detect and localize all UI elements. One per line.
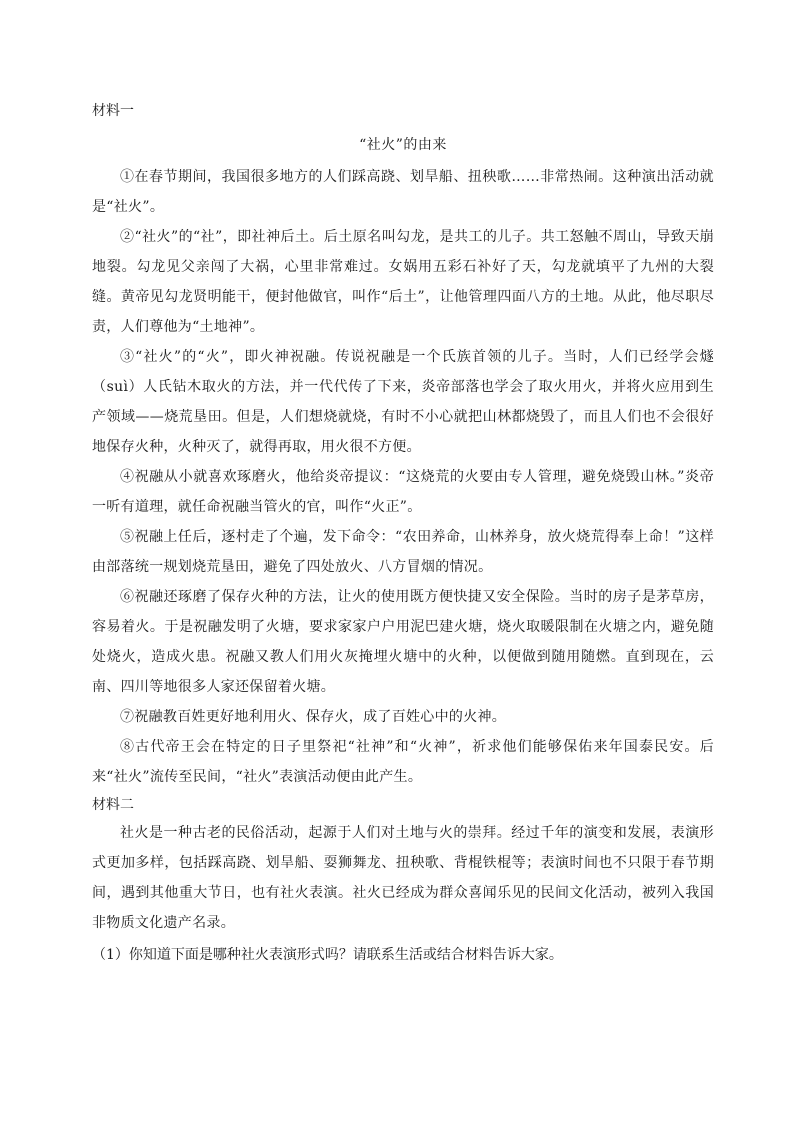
paragraph-4: ④祝融从小就喜欢琢磨火，他给炎帝提议：“这烧荒的火要由专人管理，避免烧毁山林。”炎帝一听有道理，就任命祝融当管火的官，叫作“火正”。 bbox=[92, 469, 714, 515]
material1-label: 材料一 bbox=[92, 103, 134, 119]
material2-label: 材料二 bbox=[92, 797, 134, 813]
paragraph-6: ⑥祝融还琢磨了保存火种的方法，让火的使用既方便快捷又安全保险。当时的房子是茅草房，容易着火。于是祝融发明了火塘，要求家家户户用泥巴建火塘，烧火取暖限制在火塘之内，避免随处烧火，造成火患。祝融又教人们用火灰掩埋火塘中的火种，以便做到随用随燃。直到现在，云南、四川等地很多人家还保留着火塘。 bbox=[92, 589, 714, 695]
question-1: （1）你知道下面是哪种社火表演形式吗？请联系生活或结合材料告诉大家。 bbox=[92, 947, 563, 963]
paragraph-2: ②“社火”的“社”，即社神后土。后土原名叫勾龙，是共工的儿子。共工怒触不周山，导致天崩地裂。勾龙见父亲闯了大祸，心里非常难过。女娲用五彩石补好了天，勾龙就填平了九州的大裂缝。黄帝见勾龙贤明能干，便封他做官，叫作“后土”，让他管理四面八方的土地。从此，他尽职尽责，人们尊他为“土地神”。 bbox=[92, 229, 714, 335]
material1-title: “社火”的由来 bbox=[359, 137, 447, 153]
paragraph-7: ⑦祝融教百姓更好地利用火、保存火，成了百姓心中的火神。 bbox=[120, 709, 507, 725]
paragraph-5: ⑤祝融上任后，逐村走了个遍，发下命令：“农田养命，山林养身，放火烧荒得奉上命！”这样由部落统一规划烧荒垦田，避免了四处放火、八方冒烟的情况。 bbox=[92, 529, 714, 575]
paragraph-3: ③“社火”的“火”，即火神祝融。传说祝融是一个氏族首领的儿子。当时，人们已经学会燧（suì）人氏钻木取火的方法，并一代代传了下来，炎帝部落也学会了取火用火，并将火应用到生产领域——烧荒垦田。但是，人们想烧就烧，有时不小心就把山林都烧毁了，而且人们也不会很好地保存火种，火种灭了，就得再取，用火很不方便。 bbox=[92, 349, 714, 455]
material2-paragraph: 社火是一种古老的民俗活动，起源于人们对土地与火的崇拜。经过千年的演变和发展，表演形式更加多样，包括踩高跷、划旱船、耍狮舞龙、扭秧歌、背棍铁棍等；表演时间也不只限于春节期间，遇到其他重大节日，也有社火表演。社火已经成为群众喜闻乐见的民间文化活动，被列入我国非物质文化遗产名录。 bbox=[92, 825, 714, 931]
paragraph-8: ⑧古代帝王会在特定的日子里祭祀“社神”和“火神”，祈求他们能够保佑来年国泰民安。后来“社火”流传至民间，“社火”表演活动便由此产生。 bbox=[92, 739, 714, 785]
paragraph-1: ①在春节期间，我国很多地方的人们踩高跷、划旱船、扭秧歌……非常热闹。这种演出活动就是“社火”。 bbox=[92, 169, 714, 215]
document-page bbox=[92, 98, 714, 970]
